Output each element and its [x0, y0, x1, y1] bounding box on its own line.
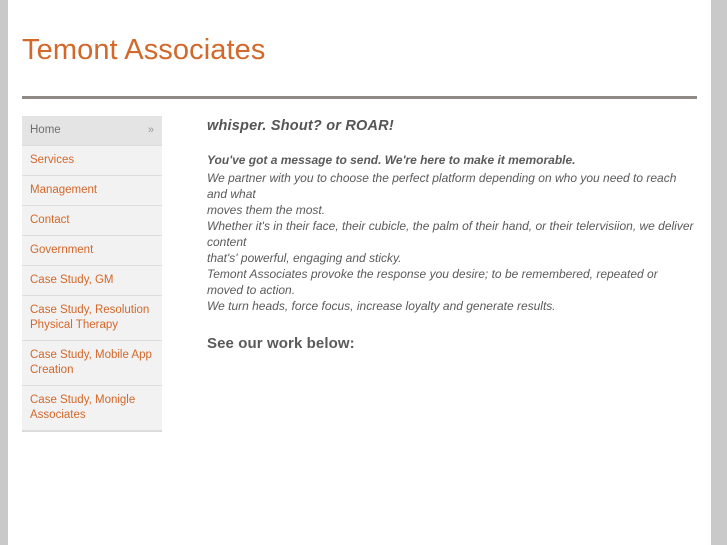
- site-header: [8, 0, 711, 67]
- sidebar-item-case-study-gm[interactable]: [22, 266, 162, 296]
- sidebar-item-case-study-mobile-app-creation[interactable]: [22, 341, 162, 386]
- sidebar-item-case-study-resolution-physical-therapy[interactable]: [22, 296, 162, 341]
- sidebar-item-label: Contact: [30, 214, 70, 226]
- body-line-5: Temont Associates provoke the response you desire; to be remembered, repeated or moved to action.: [207, 267, 658, 297]
- page-container: [8, 0, 711, 545]
- sidebar-item-contact[interactable]: [22, 206, 162, 236]
- sidebar-item-label: Case Study, Resolution Physical Therapy: [30, 304, 150, 331]
- body-line-3: Whether it's in their face, their cubicle, the palm of their hand, or their telervisiion, we deliver content: [207, 219, 694, 249]
- body-line-4: that's' powerful, engaging and sticky.: [207, 251, 402, 265]
- content-wrapper: [8, 99, 711, 432]
- lead-headline: whisper. Shout? or ROAR!: [207, 118, 394, 134]
- body-line-2: moves them the most.: [207, 203, 326, 217]
- sidebar-item-label: Management: [30, 184, 98, 196]
- sidebar-item-label: Government: [30, 244, 94, 256]
- sidebar-item-label: Case Study, GM: [30, 274, 114, 286]
- intro-strong-line: You've got a message to send. We're here to make it memorable.: [207, 153, 576, 167]
- main-content: [207, 116, 697, 352]
- sidebar-item-label: Home: [30, 124, 61, 136]
- body-line-6: We turn heads, force focus, increase loyalty and generate results.: [207, 299, 556, 313]
- sidebar-item-label: Case Study, Monigle Associates: [30, 394, 136, 421]
- page-title: Temont Associates: [22, 34, 266, 66]
- sidebar-item-label: Services: [30, 154, 75, 166]
- sidebar-item-case-study-monigle-associates[interactable]: [22, 386, 162, 431]
- chevron-right-icon: »: [147, 124, 154, 136]
- sidebar-item-home[interactable]: [22, 116, 162, 146]
- sidebar-item-services[interactable]: [22, 146, 162, 176]
- body-line-1: We partner with you to choose the perfect platform depending on who you need to reach and what: [207, 171, 677, 201]
- sidebar-item-management[interactable]: [22, 176, 162, 206]
- sidebar-item-government[interactable]: [22, 236, 162, 266]
- sidebar-nav: [22, 116, 162, 432]
- section-subheading: See our work below:: [207, 335, 355, 352]
- sidebar-item-label: Case Study, Mobile App Creation: [30, 349, 152, 376]
